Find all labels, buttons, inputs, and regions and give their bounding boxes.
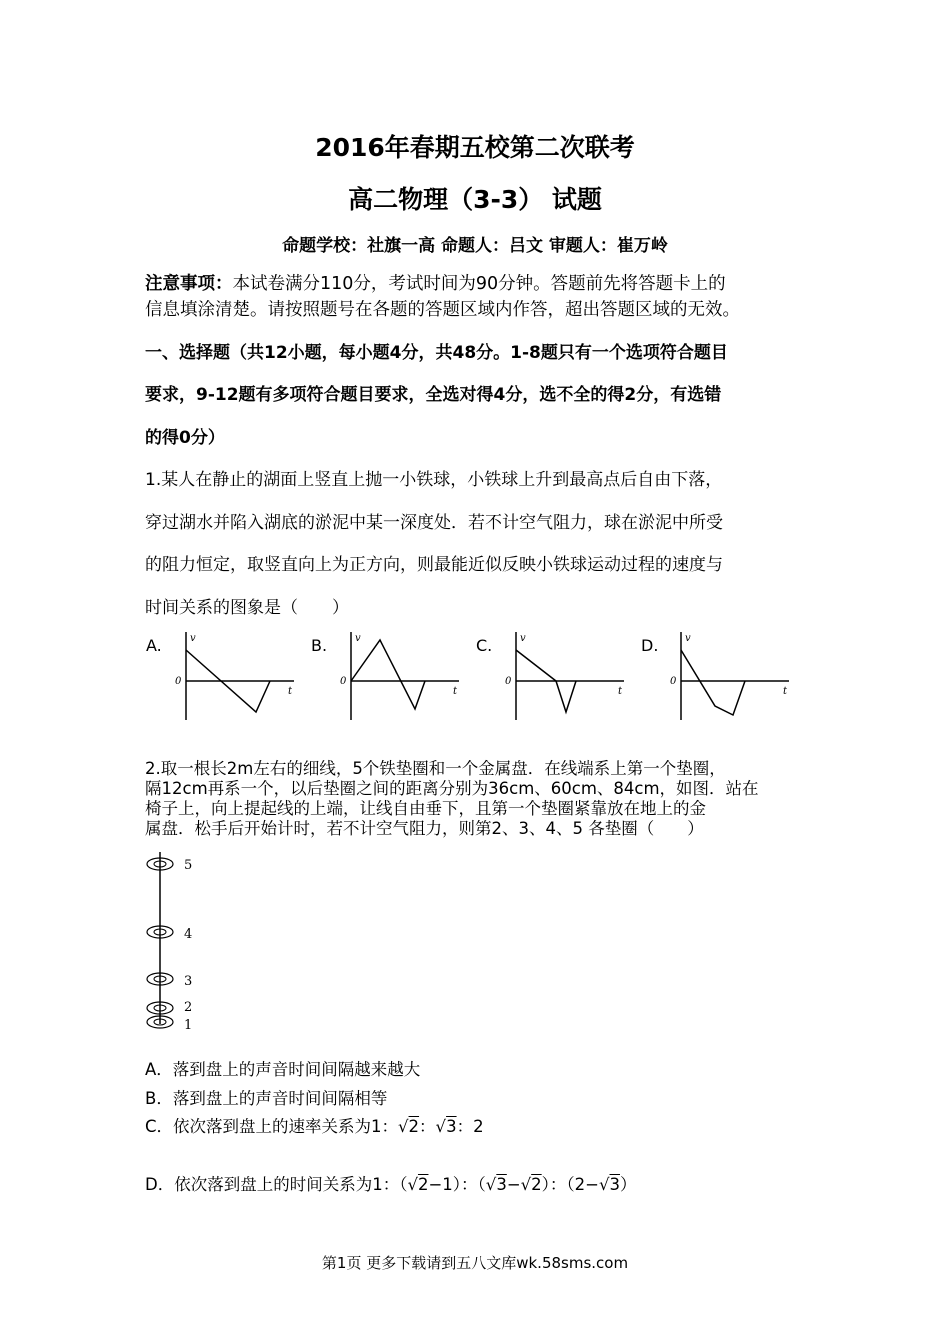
notice-label: 注意事项： — [145, 274, 233, 294]
notice-line-1 — [145, 270, 726, 295]
option-c-end: ：2 — [456, 1117, 484, 1136]
q1-line-2: 穿过湖水并陷入湖底的淤泥中某一深度处．若不计空气阻力，球在淤泥中所受 — [145, 513, 723, 533]
axis-v-label: v — [190, 633, 196, 644]
q1-option-b-label: B. — [311, 636, 328, 655]
section-1-line-2: 要求，9-12题有多项符合题目要求，全选对得4分，选不全的得2分，有选错 — [145, 385, 722, 405]
axis-t-label: t — [618, 686, 623, 697]
q1-line-4: 时间关系的图象是（ ） — [145, 598, 349, 618]
q2-line-1: 2.取一根长2m左右的细线，5个铁垫圈和一个金属盘．在线端系上第一个垫圈， — [145, 759, 726, 778]
option-d-part: − — [506, 1175, 521, 1194]
q2-option-b: B．落到盘上的声音时间间隔相等 — [145, 1089, 388, 1108]
q1-graph-c — [500, 628, 630, 724]
exam-title: 2016年春期五校第二次联考 — [315, 133, 635, 162]
q1-line-3: 的阻力恒定，取竖直向上为正方向，则最能近似反映小铁球运动过程的速度与 — [145, 555, 723, 575]
radicand: 2 — [417, 1175, 429, 1194]
section-1-line-3: 的得0分） — [145, 428, 225, 448]
axis-t-label: t — [453, 686, 458, 697]
washer-label-1: 1 — [184, 1018, 193, 1033]
origin-label: 0 — [505, 676, 512, 687]
option-c-prefix: C．依次落到盘上的速率关系为1： — [145, 1117, 399, 1136]
q1-option-a-label: A. — [146, 636, 162, 655]
q2-option-c — [145, 1113, 484, 1137]
axis-t-label: t — [288, 686, 293, 697]
exam-authors: 命题学校：社旗一高 命题人：吕文 审题人：崔万岭 — [282, 236, 668, 256]
q1-line-1: 1.某人在静止的湖面上竖直上抛一小铁球，小铁球上升到最高点后自由下落， — [145, 470, 723, 490]
q1-option-d-label: D. — [641, 636, 659, 655]
q2-line-4: 属盘．松手后开始计时，若不计空气阻力，则第2、3、4、5 各垫圈（ ） — [145, 819, 704, 838]
sqrt-symbol: √2 — [520, 1175, 542, 1194]
sqrt-symbol: √3 — [485, 1175, 507, 1194]
origin-label: 0 — [670, 676, 677, 687]
section-1-line-1: 一、选择题（共12小题，每小题4分，共48分。1-8题只有一个选项符合题目 — [145, 343, 728, 363]
radicand: 2 — [408, 1117, 420, 1136]
origin-label: 0 — [340, 676, 347, 687]
washer-4 — [147, 926, 192, 942]
origin-label: 0 — [175, 676, 182, 687]
washer-3 — [147, 973, 192, 989]
washer-label-4: 4 — [184, 927, 193, 942]
q1-graph-a — [170, 628, 300, 724]
radicand: 3 — [446, 1117, 457, 1136]
washer-label-3: 3 — [184, 974, 193, 989]
option-d-part: ）：（2− — [541, 1175, 599, 1194]
q2-option-a: A．落到盘上的声音时间间隔越来越大 — [145, 1060, 421, 1079]
sqrt-symbol: √3 — [435, 1117, 457, 1136]
washer-1 — [147, 1016, 192, 1033]
washer-diagram — [140, 848, 210, 1038]
sqrt-symbol: √2 — [398, 1117, 420, 1136]
radicand: 3 — [496, 1175, 507, 1194]
sqrt-symbol: √2 — [407, 1175, 429, 1194]
q1-graph-b — [335, 628, 465, 724]
notice-text-1: 本试卷满分110分，考试时间为90分钟。答题前先将答题卡上的 — [232, 274, 726, 294]
washer-2 — [147, 1000, 192, 1015]
page-footer: 第1页 更多下载请到五八文库wk.58sms.com — [321, 1254, 629, 1272]
option-d-prefix: D．依次落到盘上的时间关系为1：（ — [145, 1175, 408, 1194]
notice-line-2: 信息填涂清楚。请按照题号在各题的答题区域内作答，超出答题区域的无效。 — [145, 300, 740, 320]
radicand: 3 — [609, 1175, 620, 1194]
q2-line-2: 隔12cm再系一个，以后垫圈之间的距离分别为36cm、60cm、84cm，如图．站在 — [145, 779, 759, 798]
sqrt-symbol: √3 — [598, 1175, 620, 1194]
exam-subtitle: 高二物理（3-3） 试题 — [348, 185, 602, 214]
q2-line-3: 椅子上，向上提起线的上端，让线自由垂下，且第一个垫圈紧靠放在地上的金 — [145, 799, 706, 818]
axis-v-label: v — [685, 633, 691, 644]
ratio-separator: ： — [419, 1117, 436, 1136]
velocity-curve — [351, 640, 425, 709]
axis-v-label: v — [520, 633, 526, 644]
q1-option-c-label: C. — [476, 636, 493, 655]
velocity-curve — [681, 650, 745, 715]
washer-label-2: 2 — [184, 1000, 193, 1015]
washer-5 — [147, 858, 192, 873]
washer-label-5: 5 — [184, 858, 193, 873]
q2-option-d — [145, 1171, 637, 1195]
option-d-part: −1）：（ — [428, 1175, 486, 1194]
option-d-part: ） — [620, 1175, 637, 1194]
axis-t-label: t — [783, 686, 788, 697]
radicand: 2 — [531, 1175, 542, 1194]
axis-v-label: v — [355, 633, 361, 644]
q1-graph-d — [665, 628, 795, 724]
